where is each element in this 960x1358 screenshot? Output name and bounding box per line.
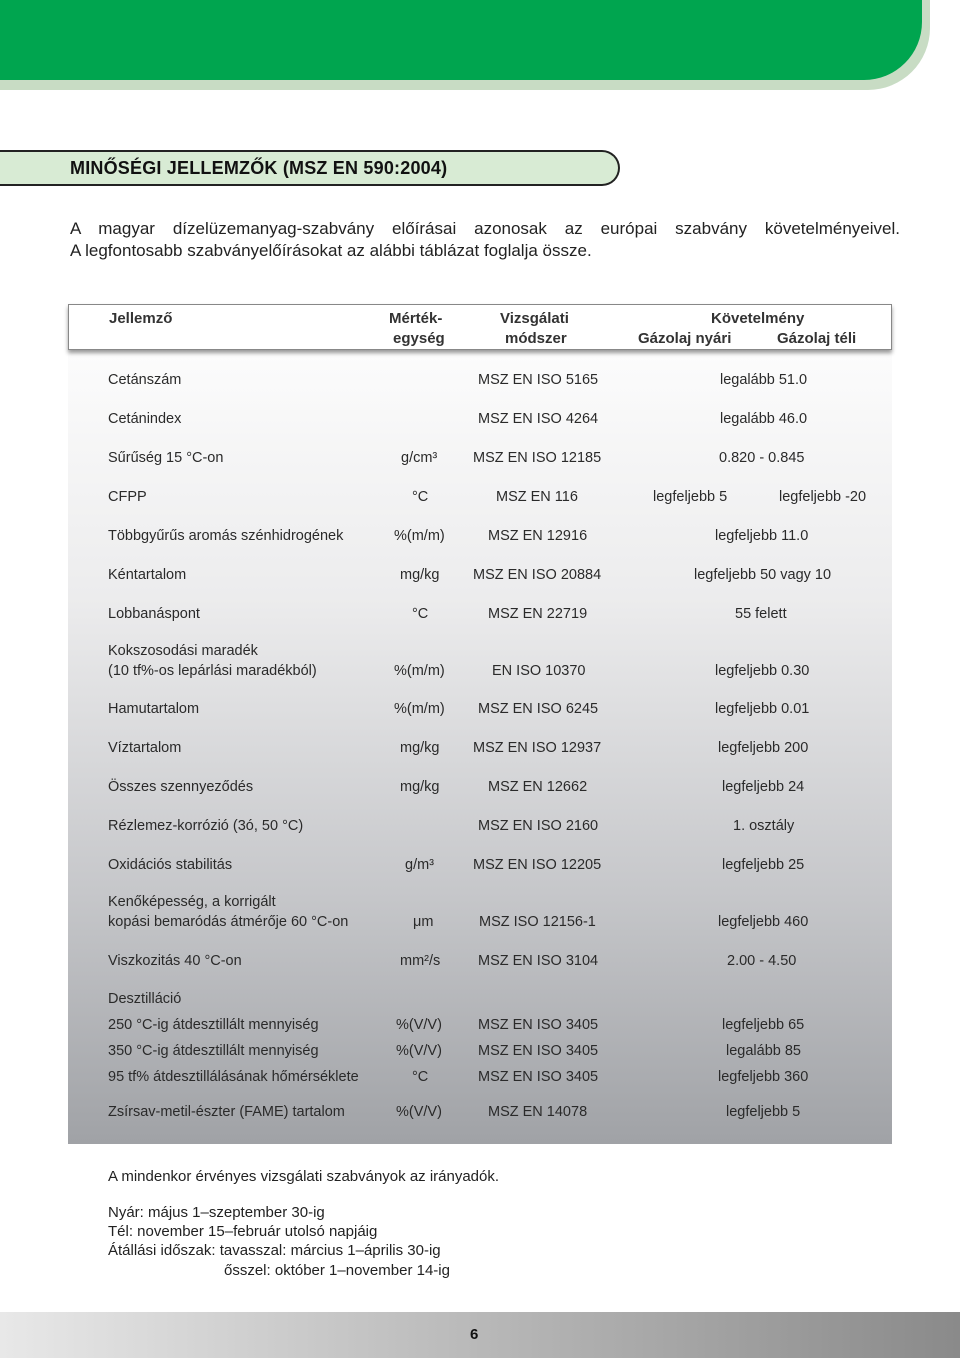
row-method: MSZ EN 22719 bbox=[488, 606, 588, 622]
row-method: MSZ EN ISO 12937 bbox=[473, 740, 602, 756]
header-vizsgalati-1: Vizsgálati bbox=[500, 310, 569, 327]
row-name: Viszkozitás 40 °C-on bbox=[108, 953, 242, 969]
intro-text bbox=[70, 218, 900, 262]
row-name: CFPP bbox=[108, 489, 147, 505]
row-name: Lobbanáspont bbox=[108, 606, 200, 622]
row-method: MSZ EN ISO 12205 bbox=[473, 857, 602, 873]
row-name: Sűrűség 15 °C-on bbox=[108, 450, 224, 466]
spec-table bbox=[68, 304, 892, 1144]
row-method: MSZ EN ISO 20884 bbox=[473, 567, 602, 583]
row-method: MSZ EN ISO 5165 bbox=[478, 372, 599, 388]
row-method: MSZ EN ISO 2160 bbox=[478, 818, 599, 834]
row-unit: °C bbox=[412, 606, 429, 622]
header-nyari: Gázolaj nyári bbox=[638, 330, 732, 347]
row-method: EN ISO 10370 bbox=[492, 663, 586, 679]
row-unit: %(V/V) bbox=[396, 1043, 442, 1059]
row-name: 95 tf% átdesztillálásának hőmérséklete bbox=[108, 1069, 359, 1085]
row-method: MSZ ISO 12156-1 bbox=[479, 914, 596, 930]
row-name: Kenőképesség, a korrigált bbox=[108, 894, 276, 910]
row-method: MSZ EN ISO 12185 bbox=[473, 450, 602, 466]
row-requirement-summer: legfeljebb 5 bbox=[653, 489, 728, 505]
row-name: Víztartalom bbox=[108, 740, 182, 756]
row-requirement: legfeljebb 200 bbox=[718, 740, 809, 756]
row-method: MSZ EN ISO 3405 bbox=[478, 1069, 599, 1085]
row-requirement: legfeljebb 25 bbox=[722, 857, 805, 873]
row-requirement: legalább 46.0 bbox=[720, 411, 808, 427]
header-mertek-2: egység bbox=[393, 330, 445, 347]
row-method: MSZ EN ISO 3405 bbox=[478, 1017, 599, 1033]
row-unit: g/m³ bbox=[405, 857, 434, 873]
header-kovetelmeny: Követelmény bbox=[711, 310, 805, 327]
row-requirement: legalább 51.0 bbox=[720, 372, 808, 388]
row-name-line-2: (10 tf%-os lepárlási maradékból) bbox=[108, 663, 317, 679]
header-teli: Gázolaj téli bbox=[777, 330, 857, 347]
row-name-line-2: kopási bemaródás átmérője 60 °C-on bbox=[108, 914, 349, 930]
row-name: Többgyűrűs aromás szénhidrogének bbox=[108, 528, 344, 544]
row-requirement: legfeljebb 24 bbox=[722, 779, 805, 795]
row-name: Cetánszám bbox=[108, 372, 182, 388]
row-method: MSZ EN 12916 bbox=[488, 528, 588, 544]
row-unit: mg/kg bbox=[400, 740, 440, 756]
row-unit: %(V/V) bbox=[396, 1104, 442, 1120]
note-standards: A mindenkor érvényes vizsgálati szabványok az irányadók. bbox=[108, 1168, 500, 1185]
row-requirement: 1. osztály bbox=[733, 818, 795, 834]
note-transition-autumn: ősszel: október 1–november 14-ig bbox=[224, 1262, 450, 1279]
intro-line-2: A legfontosabb szabványelőírásokat az alábbi táblázat foglalja össze. bbox=[70, 241, 592, 260]
row-requirement: legalább 85 bbox=[726, 1043, 801, 1059]
row-name: Összes szennyeződés bbox=[108, 779, 254, 795]
row-method: MSZ EN ISO 6245 bbox=[478, 701, 599, 717]
row-method: MSZ EN 12662 bbox=[488, 779, 588, 795]
row-requirement: 0.820 - 0.845 bbox=[719, 450, 805, 466]
row-name: 250 °C-ig átdesztillált mennyiség bbox=[108, 1017, 319, 1033]
row-method: MSZ EN 14078 bbox=[488, 1104, 588, 1120]
row-requirement: legfeljebb 360 bbox=[718, 1069, 809, 1085]
row-unit: g/cm³ bbox=[401, 450, 438, 466]
row-requirement: legfeljebb 50 vagy 10 bbox=[694, 567, 832, 583]
row-name: 350 °C-ig átdesztillált mennyiség bbox=[108, 1043, 319, 1059]
section-title-box bbox=[0, 150, 620, 186]
row-method: MSZ EN ISO 3104 bbox=[478, 953, 599, 969]
note-transition-spring: Átállási időszak: tavasszal: március 1–április 30-ig bbox=[108, 1242, 441, 1259]
row-unit: mg/kg bbox=[400, 567, 440, 583]
row-method: MSZ EN ISO 4264 bbox=[478, 411, 599, 427]
row-name: Kéntartalom bbox=[108, 567, 187, 583]
row-name: Kokszosodási maradék bbox=[108, 643, 258, 659]
row-name: Oxidációs stabilitás bbox=[108, 857, 233, 873]
row-method: MSZ EN 116 bbox=[496, 489, 578, 505]
row-unit: μm bbox=[413, 914, 434, 930]
row-requirement: legfeljebb 5 bbox=[726, 1104, 801, 1120]
header-band bbox=[0, 0, 922, 80]
row-unit: °C bbox=[412, 1069, 429, 1085]
note-winter: Tél: november 15–február utolsó napjáig bbox=[108, 1223, 378, 1240]
row-unit: %(m/m) bbox=[394, 663, 445, 679]
note-summer: Nyár: május 1–szeptember 30-ig bbox=[108, 1204, 325, 1221]
row-requirement: legfeljebb 11.0 bbox=[715, 528, 809, 544]
row-method: MSZ EN ISO 3405 bbox=[478, 1043, 599, 1059]
row-unit: %(m/m) bbox=[394, 528, 445, 544]
row-name: Zsírsav-metil-észter (FAME) tartalom bbox=[108, 1104, 345, 1120]
intro-line-1: A magyar dízelüzemanyag-szabvány előírásai azonosak az európai szabvány követelményeivel. bbox=[70, 219, 900, 238]
row-name: Cetánindex bbox=[108, 411, 182, 427]
footer-bar bbox=[0, 1312, 960, 1358]
row-unit: mg/kg bbox=[400, 779, 440, 795]
row-name: Hamutartalom bbox=[108, 701, 200, 717]
row-unit: %(V/V) bbox=[396, 1017, 442, 1033]
header-jellemzo: Jellemző bbox=[109, 310, 173, 327]
row-unit: %(m/m) bbox=[394, 701, 445, 717]
row-requirement: 55 felett bbox=[735, 606, 787, 622]
row-requirement: 2.00 - 4.50 bbox=[727, 953, 797, 969]
row-requirement: legfeljebb 460 bbox=[718, 914, 809, 930]
page-number: 6 bbox=[470, 1326, 479, 1343]
table-header bbox=[68, 304, 892, 350]
row-group-title: Desztilláció bbox=[108, 991, 182, 1007]
row-requirement: legfeljebb 0.01 bbox=[715, 701, 810, 717]
header-vizsgalati-2: módszer bbox=[505, 330, 567, 347]
row-name: Rézlemez-korrózió (3ó, 50 °C) bbox=[108, 818, 304, 834]
row-unit: °C bbox=[412, 489, 429, 505]
row-requirement: legfeljebb 65 bbox=[722, 1017, 805, 1033]
row-requirement-winter: legfeljebb -20 bbox=[779, 489, 867, 505]
row-unit: mm²/s bbox=[400, 953, 441, 969]
header-mertek-1: Mérték- bbox=[389, 310, 443, 327]
section-title: MINŐSÉGI JELLEMZŐK (MSZ EN 590:2004) bbox=[70, 158, 448, 178]
row-requirement: legfeljebb 0.30 bbox=[715, 663, 810, 679]
